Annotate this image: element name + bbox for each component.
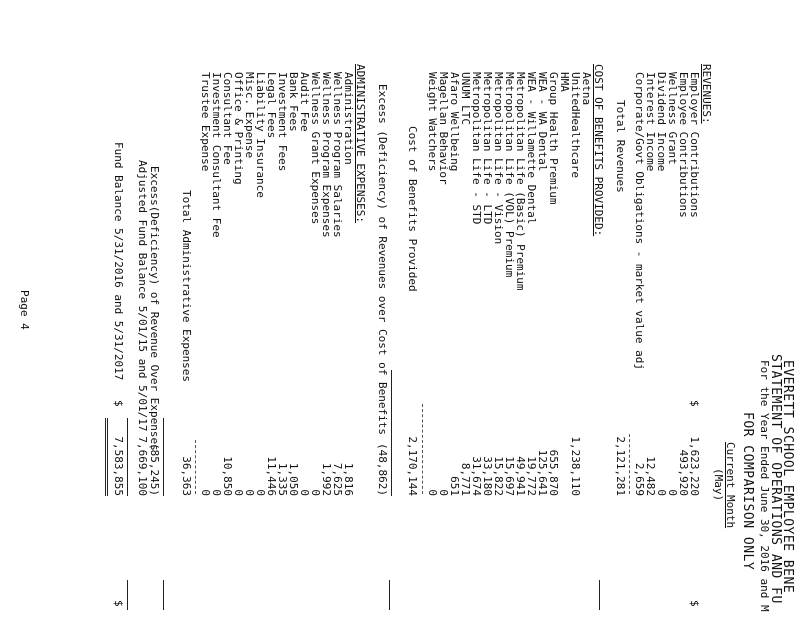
total-revenues-value: 2,121,281 bbox=[614, 436, 627, 496]
revenue-value: 0 bbox=[655, 489, 668, 496]
fund-balance-label: Fund Balance 5/31/2016 and 5/31/2017 bbox=[112, 142, 125, 381]
admin-value: 0 bbox=[210, 489, 223, 496]
right-column-tick bbox=[389, 580, 390, 610]
revenue-value: 0 bbox=[666, 489, 679, 496]
admin-value: 0 bbox=[243, 489, 256, 496]
comparison-banner: FOR COMPARISON ONLY bbox=[740, 412, 755, 571]
cost-total-label: Cost of Benefits Provided bbox=[406, 126, 419, 292]
admin-total-value: 36,363 bbox=[180, 456, 193, 496]
admin-label: Bank Fees bbox=[287, 72, 300, 132]
fund-balance-rule bbox=[127, 418, 128, 496]
right-column-tick bbox=[163, 580, 164, 610]
cost-value: 15,697 bbox=[503, 456, 516, 496]
admin-label: Wellness Program Expenses bbox=[320, 72, 333, 238]
fund-balance-value: 7,583,855 bbox=[112, 436, 125, 496]
admin-value: 7,625 bbox=[331, 462, 344, 496]
revenue-value: 493,920 bbox=[677, 449, 690, 496]
dollar-sign: $ bbox=[688, 400, 701, 407]
cost-value: 655,870 bbox=[547, 449, 560, 496]
admin-label: Legal Fees bbox=[265, 72, 278, 139]
cost-value: 1,238,110 bbox=[569, 436, 582, 496]
revenues-heading: REVENUES: bbox=[700, 64, 713, 124]
cost-label: WEA - Willamette Dental bbox=[525, 72, 538, 225]
revenue-label: Corporate/Govt Obligations - market value adj bbox=[633, 72, 646, 371]
report-title-line-1: EVERETT SCHOOL EMPLOYEE BENE bbox=[780, 360, 795, 594]
revenue-value: 12,482 bbox=[644, 456, 657, 496]
column-title-current-month: Current Month bbox=[724, 442, 737, 529]
report-period-line: For the Year Ended June 30, 2016 and M bbox=[758, 360, 771, 612]
admin-label: Administration bbox=[342, 72, 355, 165]
cost-heading: COST OF BENEFITS PROVIDED: bbox=[592, 64, 605, 237]
cost-label: Afaro Wellbeing bbox=[448, 72, 461, 172]
admin-heading: ADMINISTRATIVE EXPENSES: bbox=[354, 64, 367, 223]
cost-value: 33,180 bbox=[481, 456, 494, 496]
admin-label: Investment Fees bbox=[276, 72, 289, 172]
cost-value: 15,822 bbox=[492, 456, 505, 496]
admin-value: 1,050 bbox=[287, 462, 300, 496]
cost-subtotal-rule bbox=[422, 404, 423, 494]
fund-balance-double-rule bbox=[105, 418, 108, 496]
cost-value: 125,641 bbox=[536, 449, 549, 496]
summary-rule bbox=[163, 418, 164, 496]
admin-subtotal-rule bbox=[195, 440, 196, 494]
report-title-line-2: STATEMENT OF OPERATIONS AND FU bbox=[768, 354, 783, 604]
admin-value: 0 bbox=[199, 489, 212, 496]
cost-label: HMA bbox=[558, 72, 571, 92]
cost-label: Metropolitan Life - Vision bbox=[492, 72, 505, 245]
cost-value: 49,941 bbox=[514, 456, 527, 496]
admin-value: 1,816 bbox=[342, 462, 355, 496]
cost-value: 0 bbox=[437, 489, 450, 496]
cost-label: Metropolitan Life (VOL) Premium bbox=[503, 72, 516, 278]
column-subtitle-month: (May) bbox=[712, 468, 725, 502]
revenue-label: Dividend Income bbox=[655, 72, 668, 172]
admin-total-label: Total Administrative Expenses bbox=[180, 190, 193, 383]
dollar-sign: $ bbox=[688, 600, 701, 607]
revenue-label: Employer Contributions bbox=[688, 72, 701, 218]
admin-value: 0 bbox=[298, 489, 311, 496]
cost-label: Metropolitan Life - STD bbox=[470, 72, 483, 225]
total-revenues-label: Total Revenues bbox=[614, 100, 627, 193]
admin-label: Investment Consultant Fee bbox=[210, 72, 223, 238]
cost-label: Metropolitan Life (Basic) Premium bbox=[514, 72, 527, 291]
cost-label: Weight Watchers bbox=[426, 72, 439, 172]
admin-label: Trustee Expense bbox=[199, 72, 212, 172]
admin-value: 1,335 bbox=[276, 462, 289, 496]
cost-label: WEA - WA Dental bbox=[536, 72, 549, 172]
cost-label: Magellan Behavior bbox=[437, 72, 450, 185]
cost-value: 31,674 bbox=[470, 456, 483, 496]
cost-value: 19,772 bbox=[525, 456, 538, 496]
adjusted-balance-label: Adjusted Fund Balance 5/01/15 and 5/01/17 bbox=[136, 160, 149, 432]
cost-value: 651 bbox=[448, 476, 461, 496]
dollar-sign: $ bbox=[112, 400, 125, 407]
revenue-label: Interest Income bbox=[644, 72, 657, 172]
cost-label: Metropolitan Life - LTD bbox=[481, 72, 494, 225]
admin-label: Liability Insurance bbox=[254, 72, 267, 198]
admin-value: 1,992 bbox=[320, 462, 333, 496]
cost-excess-value: (48,862) bbox=[376, 443, 389, 496]
revenue-value: 2,659 bbox=[633, 462, 646, 496]
admin-label: Misc. Expense bbox=[243, 72, 256, 159]
adjusted-balance-value: 7,669,100 bbox=[136, 436, 149, 496]
revenues-subtotal-rule bbox=[629, 434, 630, 494]
cost-excess-label: Excess (Deficiency) of Revenues over Cost of Benefits bbox=[376, 84, 389, 435]
cost-label: Group Health Premium bbox=[547, 72, 560, 205]
summary-excess-label: Excess(Deficiency) of Revenue Over Expenses bbox=[148, 166, 161, 451]
admin-value: 10,850 bbox=[221, 456, 234, 496]
cost-label: UNUM LTC bbox=[459, 72, 472, 125]
cost-value: 8,771 bbox=[459, 462, 472, 496]
cost-label: Aetna bbox=[580, 72, 593, 106]
cost-total-rule bbox=[391, 370, 392, 496]
right-column-tick bbox=[127, 580, 128, 610]
admin-label: Wellness Grant Expenses bbox=[309, 72, 322, 225]
revenue-value: 1,623,220 bbox=[688, 436, 701, 496]
cost-total-value: 2,170,144 bbox=[406, 436, 419, 496]
admin-value: 11,446 bbox=[265, 456, 278, 496]
admin-label: Wellness Program Salaries bbox=[331, 72, 344, 238]
cost-label: UnitedHealthcare bbox=[569, 72, 582, 178]
admin-label: Office & Printing bbox=[232, 72, 245, 185]
admin-value: 0 bbox=[232, 489, 245, 496]
revenue-label: Employee Contributions bbox=[677, 72, 690, 218]
admin-value: 0 bbox=[309, 489, 322, 496]
right-column-tick bbox=[599, 580, 600, 610]
admin-label: Consultant Fee bbox=[221, 72, 234, 165]
dollar-sign: $ bbox=[112, 600, 125, 607]
admin-value: 0 bbox=[254, 489, 267, 496]
page-number: Page 4 bbox=[18, 290, 31, 330]
cost-value: 0 bbox=[426, 489, 439, 496]
admin-label: Audit Fee bbox=[298, 72, 311, 132]
summary-excess-value: (85,245) bbox=[148, 443, 161, 496]
revenue-label: Wellness Grant bbox=[666, 72, 679, 165]
